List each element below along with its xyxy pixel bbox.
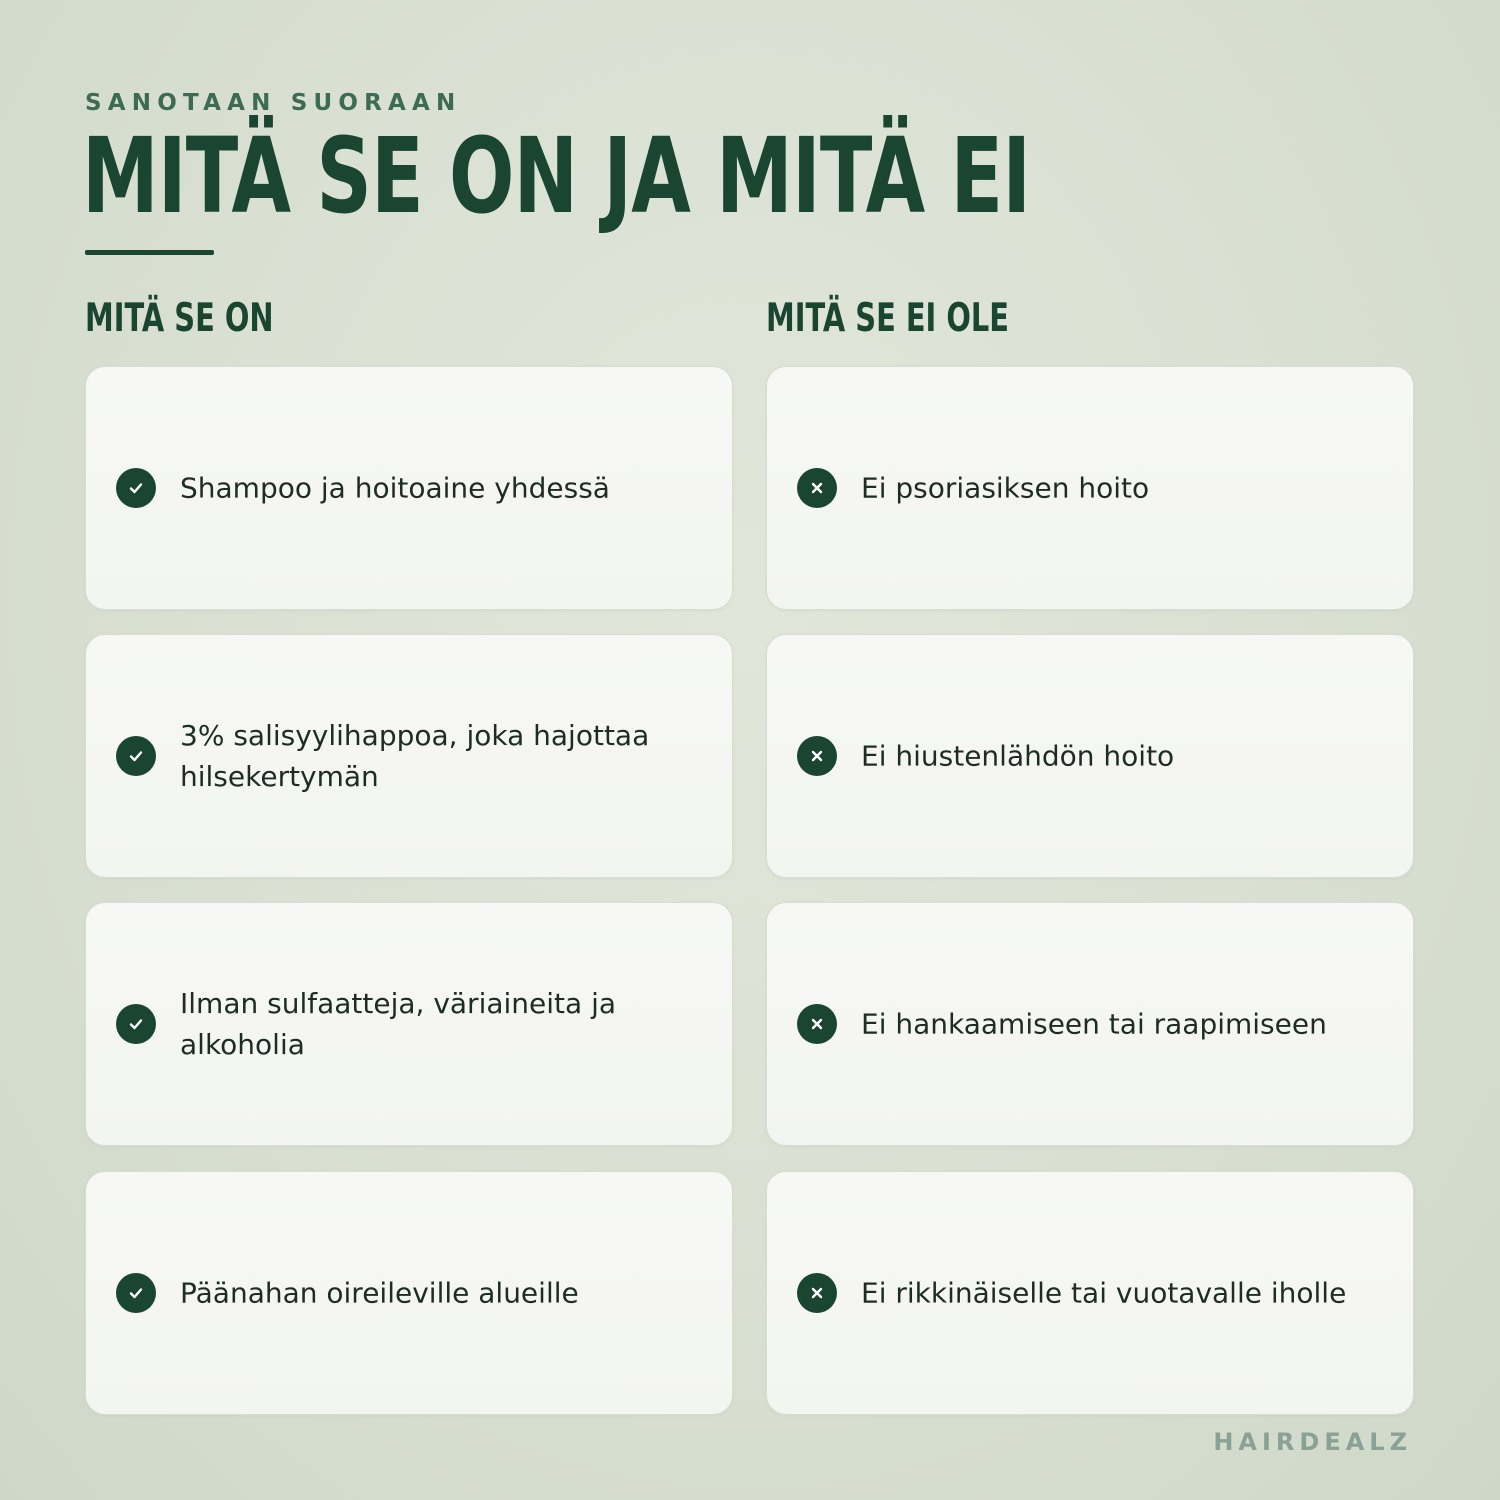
- brand-wordmark: HAIRDEALZ: [1213, 1428, 1412, 1456]
- check-icon: [116, 468, 156, 508]
- is-not-card-text: Ei rikkinäiselle tai vuotavalle iholle: [861, 1276, 1347, 1310]
- x-icon: [797, 468, 837, 508]
- is-card-text: Päänahan oireileville alueille: [180, 1276, 579, 1310]
- is-card: [85, 366, 733, 610]
- column-heading-left: MITÄ SE ON: [85, 296, 274, 341]
- page-title: MITÄ SE ON JA MITÄ EI: [82, 115, 1031, 237]
- title-underline: [85, 250, 214, 255]
- is-card: [85, 1171, 733, 1415]
- is-not-card: [766, 902, 1414, 1146]
- is-card-text: 3% salisyylihappoa, joka hajottaa hilsekertymän: [180, 719, 650, 793]
- x-icon: [797, 736, 837, 776]
- is-not-card-text: Ei hankaamiseen tai raapimiseen: [861, 1007, 1327, 1041]
- is-card: [85, 902, 733, 1146]
- check-icon: [116, 1273, 156, 1313]
- is-not-card: [766, 366, 1414, 610]
- is-not-card: [766, 1171, 1414, 1415]
- is-card-text: Ilman sulfaatteja, väriaineita ja alkoholia: [180, 987, 617, 1061]
- check-icon: [116, 736, 156, 776]
- is-not-card-text: Ei psoriasiksen hoito: [861, 471, 1150, 505]
- is-card-text: Shampoo ja hoitoaine yhdessä: [180, 471, 610, 505]
- is-not-card-text: Ei hiustenlähdön hoito: [861, 739, 1175, 773]
- is-card: [85, 634, 733, 878]
- x-icon: [797, 1004, 837, 1044]
- is-not-card: [766, 634, 1414, 878]
- column-heading-right: MITÄ SE EI OLE: [766, 296, 1009, 341]
- check-icon: [116, 1004, 156, 1044]
- eyebrow-label: SANOTAAN SUORAAN: [85, 90, 462, 116]
- x-icon: [797, 1273, 837, 1313]
